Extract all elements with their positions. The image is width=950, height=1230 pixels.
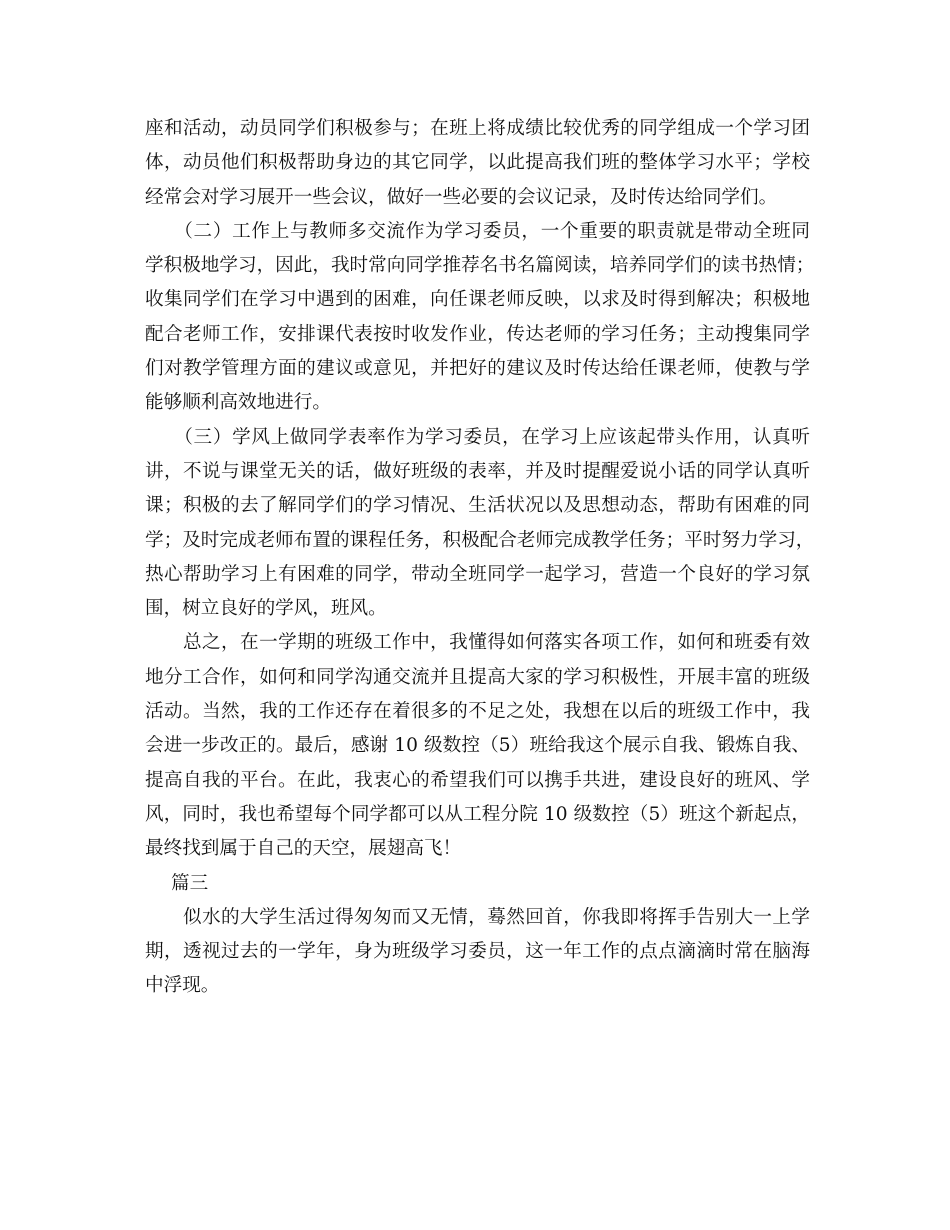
text-line: 活动。当然，我的工作还存在着很多的不足之处，我想在以后的班级工作中，我 [145,701,810,723]
document-page [145,112,815,1004]
text-line: 经常会对学习展开一些会议，做好一些必要的会议记录，及时传达给同学们。 [145,186,778,208]
text-line: 中浮现。 [145,975,220,997]
text-line: 收集同学们在学习中遇到的困难，向任课老师反映，以求及时得到解决；积极地 [145,289,810,311]
text-line: 提高自我的平台。在此，我衷心的希望我们可以携手共进，建设良好的班风、学 [145,769,810,791]
paragraph-summary [145,626,810,866]
text-line: 围，树立良好的学风，班风。 [145,598,387,620]
paragraph-study-style [145,421,815,627]
text-line: 学积极地学习，因此，我时常向同学推荐名书名篇阅读，培养同学们的读书热情； [145,255,815,277]
text-line: 讲，不说与课堂无关的话，做好班级的表率，并及时提醒爱说小话的同学认真听 [145,460,810,482]
text-line: 地分工合作，如何和同学沟通交流并且提高大家的学习积极性，开展丰富的班级 [145,666,810,688]
paragraph-study-activities [145,112,810,215]
section-heading: 篇三 [171,872,209,894]
text-line: 风，同时，我也希望每个同学都可以从工程分院 10 级数控（5）班这个新起点， [145,803,810,825]
text-line: （三）学风上做同学表率作为学习委员，在学习上应该起带头作用，认真听 [145,426,810,448]
text-line: 们对教学管理方面的建议或意见，并把好的建议及时传达给任课老师，使教与学 [145,358,810,380]
text-line: （二）工作上与教师多交流作为学习委员，一个重要的职责就是带动全班同 [145,220,810,242]
text-line: 似水的大学生活过得匆匆而又无情，蓦然回首，你我即将挥手告别大一上学 [145,906,810,928]
text-line: 总之，在一学期的班级工作中，我懂得如何落实各项工作，如何和班委有效 [145,632,810,654]
text-line: 座和活动，动员同学们积极参与；在班上将成绩比较优秀的同学组成一个学习团 [145,118,810,139]
text-line: 会进一步改正的。最后，感谢 10 级数控（5）班给我这个展示自我、锻炼自我、 [145,735,810,757]
text-line: 课；积极的去了解同学们的学习情况、生活状况以及思想动态，帮助有困难的同 [145,495,810,517]
text-line: 期，透视过去的一学年，身为班级学习委员，这一年工作的点点滴滴时常在脑海 [145,941,810,963]
text-line: 最终找到属于自己的天空，展翅高飞！ [145,838,462,860]
text-line: 配合老师工作，安排课代表按时收发作业，传达老师的学习任务；主动搜集同学 [145,323,810,345]
paragraph-work-with-teachers [145,215,815,421]
text-line: 学；及时完成老师布置的课程任务，积极配合老师完成教学任务；平时努力学习， [145,529,815,551]
text-line: 热心帮助学习上有困难的同学，带动全班同学一起学习，营造一个良好的学习氛 [145,563,810,585]
text-line: 体，动员他们积极帮助身边的其它同学，以此提高我们班的整体学习水平；学校 [145,152,810,174]
text-line: 能够顺利高效地进行。 [145,392,331,414]
paragraph-closing [145,901,810,1004]
